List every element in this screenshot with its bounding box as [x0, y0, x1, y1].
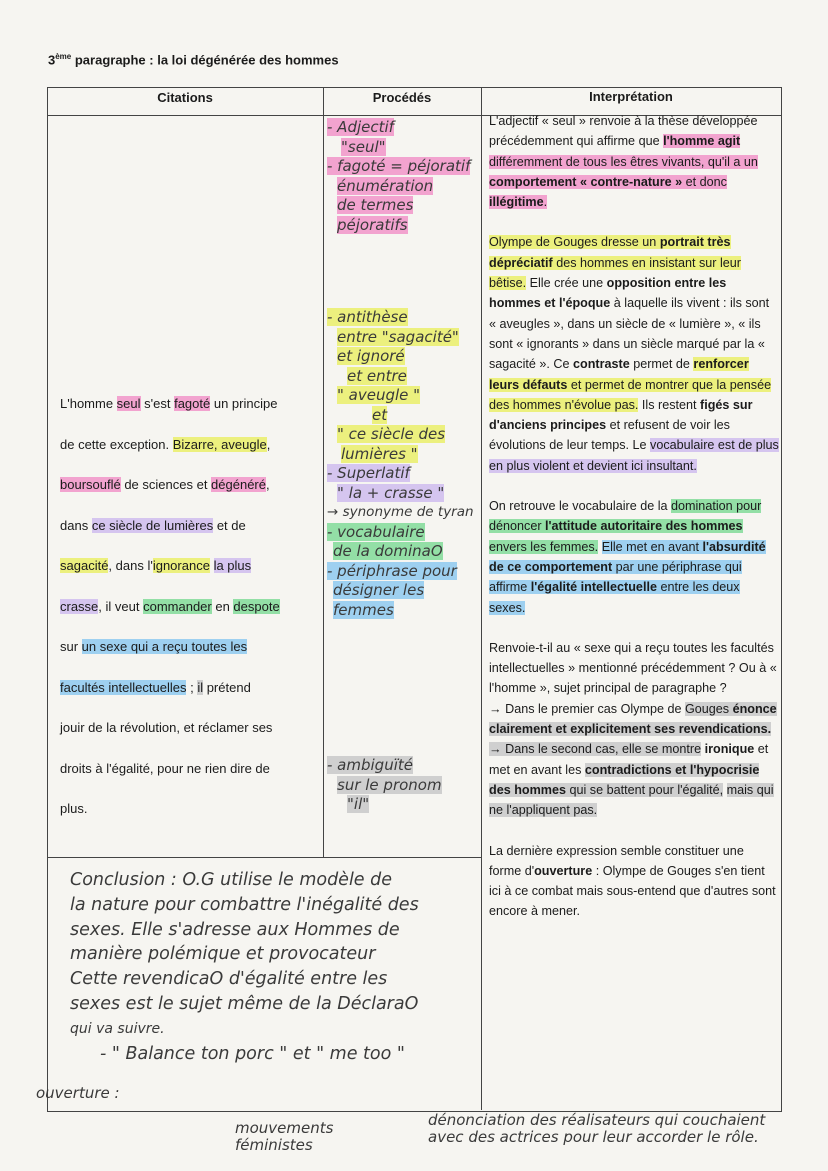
- proc-note: de la dominaO: [333, 542, 443, 560]
- conclusion-line: manière polémique et provocateur: [70, 944, 376, 965]
- column-header-citations: Citations: [157, 90, 213, 105]
- proc-note: "seul": [341, 137, 386, 156]
- conclusion-divider: [47, 857, 481, 858]
- citation-line: droits à l'égalité, pour ne rien dire de: [60, 760, 270, 776]
- proc-note: de termes: [337, 196, 414, 214]
- column-divider: [323, 87, 324, 857]
- proc-note: lumières ": [341, 444, 418, 463]
- citation-line: de cette exception. Bizarre, aveugle,: [60, 436, 271, 452]
- proc-note: désigner les: [333, 581, 425, 599]
- proc-note: entre "sagacité": [337, 327, 459, 346]
- conclusion-line: sexes. Elle s'adresse aux Hommes de: [70, 919, 400, 940]
- procedes-notes: [327, 756, 481, 815]
- citation-line: L'homme seul s'est fagoté un principe: [60, 396, 278, 411]
- citation-line: boursouflé de sciences et dégénéré,: [60, 477, 270, 492]
- proc-note: péjoratifs: [337, 215, 408, 234]
- proc-note: " la + crasse ": [337, 483, 445, 502]
- citation-line: dans ce siècle de lumières et de: [60, 517, 246, 533]
- proc-note: énumération: [337, 176, 434, 195]
- citation-line: sagacité, dans l'ignorance la plus: [60, 558, 252, 573]
- procedes-notes: [327, 118, 481, 235]
- citation-line: jouir de la révolution, et réclamer ses: [60, 720, 273, 735]
- column-header-procedes: Procédés: [372, 90, 432, 105]
- proc-note: - antithèse: [327, 308, 408, 326]
- proc-note: → synonyme de tyran: [327, 504, 474, 520]
- proc-note: "il": [347, 795, 370, 813]
- proc-note: - périphrase pour: [327, 561, 457, 580]
- conclusion-line: Conclusion : O.G utilise le modèle de: [70, 870, 393, 890]
- procedes-notes: [327, 308, 481, 620]
- proc-note: et entre: [347, 366, 407, 385]
- conclusion-line: - " Balance ton porc " et " me too ": [100, 1043, 405, 1064]
- conclusion-line: sexes est le sujet même de la DéclaraO: [70, 993, 419, 1014]
- interp-paragraph: L'adjectif « seul » renvoie à la thèse développée précédemment qui affirme que l'homme agit différemment de tous les êtres vivants, qu'il a un comportement « contre-nature » et donc illégitime.: [489, 114, 758, 210]
- column-header-interpretation: Interprétation: [589, 89, 673, 104]
- interpretation-text: [489, 111, 779, 942]
- interp-paragraph: Renvoie-t-il au « sexe qui a reçu toutes les facultés intellectuelles » mentionné précédemment ? Ou à « l'homme », sujet principal de paragraphe ?: [489, 640, 777, 696]
- proc-note: - Adjectif: [327, 118, 394, 136]
- ouverture-note: ouverture :: [36, 1084, 120, 1102]
- conclusion-notes: [70, 868, 470, 1066]
- proc-note: - fagoté = péjoratif: [327, 157, 471, 175]
- proc-note: - vocabulaire: [327, 522, 425, 541]
- citation-line: sur un sexe qui a reçu toutes les: [60, 639, 248, 654]
- column-divider: [481, 87, 482, 1110]
- denonciation-note: dénonciation des réalisateurs qui couchaient avec des actrices pour leur accorder le rôle.: [428, 1111, 766, 1146]
- proc-note: - ambiguïté: [327, 756, 413, 774]
- citation-text: [60, 384, 320, 830]
- proc-note: " ce siècle des: [337, 425, 446, 443]
- page-title: 3ème paragraphe : la loi dégénérée des hommes: [48, 52, 339, 68]
- citation-line: plus.: [60, 801, 88, 816]
- interp-paragraph: On retrouve le vocabulaire de la domination pour dénoncer l'attitude autoritaire des hommes envers les femmes. Elle met en avant l'absurdité de ce comportement par une périphrase qui affirme l'égalité intellectuelle entre les deux sexes.: [489, 499, 766, 615]
- interp-paragraph: → Dans le second cas, elle se montre ironique et met en avant les contradictions et l'hypocrisie des hommes qui se battent pour l'égalité, mais qui ne l'appliquent pas.: [489, 742, 774, 818]
- proc-note: femmes: [333, 600, 394, 619]
- proc-note: sur le pronom: [337, 775, 442, 794]
- interp-paragraph: La dernière expression semble constituer une forme d'ouverture : Olympe de Gouges s'en tient ici à ce combat mais sous-entend que d'autres sont encore à mener.: [489, 843, 776, 919]
- citation-line: facultés intellectuelles ; il prétend: [60, 679, 251, 695]
- interp-paragraph: → Dans le premier cas Olympe de Gouges énonce clairement et explicitement ses revendications.: [489, 701, 777, 737]
- citation-line: crasse, il veut commander en despote: [60, 598, 280, 614]
- proc-note: et ignoré: [337, 347, 405, 365]
- proc-note: - Superlatif: [327, 464, 410, 482]
- mouvements-note: mouvements féministes: [235, 1119, 334, 1154]
- interp-paragraph: Olympe de Gouges dresse un portrait très dépréciatif des hommes en insistant sur leur bêtise. Elle crée une opposition entre les hommes et l'époque à laquelle ils vivent : ils sont « aveugles », dans un siècle de « lumière », « ils sont « ignorants » dans un siècle marqué par la « sagacité ». Ce contraste permet de renforcer leurs défauts et permet de montrer que la pensée des hommes n'évolue pas. Ils restent figés sur d'anciens principes et refusent de voir les évolutions de leur temps. Le vocabulaire est de plus en plus violent et devient ici insultant.: [489, 235, 779, 473]
- conclusion-line: la nature pour combattre l'inégalité des: [70, 894, 419, 915]
- proc-note: et: [372, 405, 388, 424]
- conclusion-line: qui va suivre.: [70, 1020, 165, 1037]
- proc-note: " aveugle ": [337, 386, 421, 404]
- conclusion-line: Cette revendicaO d'égalité entre les: [70, 969, 388, 990]
